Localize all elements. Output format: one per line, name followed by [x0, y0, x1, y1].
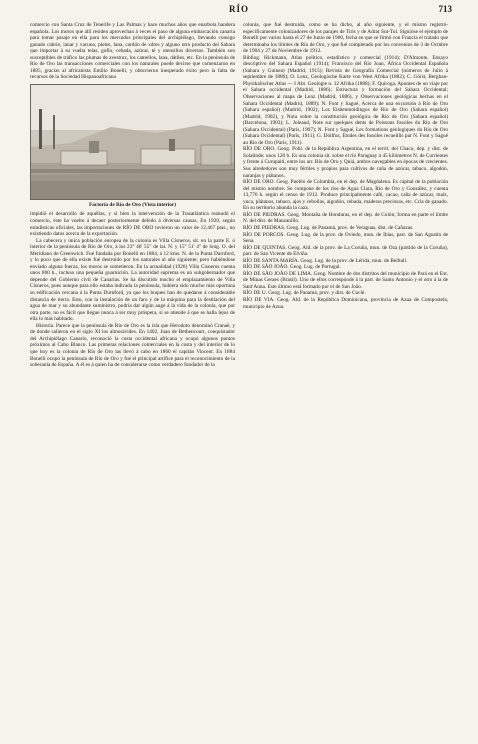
paragraph: impidió el desarrollo de aquéllas, y si bien la intervención de la Trasatlántica reanudó el comercio, éste ha vuelto á decaer posteriormente debido á diversas causas. En 1920, según estadísticas oficiales, las importaciones de RÍO DE ORO tuvieron un valor de 12,467 ptas., no existiendo datos acerca de la exportación.: [30, 211, 235, 238]
entry-paragraph: RÍO DE ORO. Geog. Pueblo de Colombia, en el dep. de Magdalena. Es capital de la población del mismo nombre. Se compone de los ríos de Agua Clara, Río de Oro y González, y cuenta 13,776 h. según el censo de 1912. Produce principalmente café, cacao, caña de azúcar, maíz, yuca, plátanos, tabaco, ajos y cebollas, algodón, cebada, maderas preciosas, etc. Cría de ganado. En su territorio abunda la caza.: [243, 179, 448, 212]
entry-paragraph: RÍO DE VIA. Geog. Ald. de la República Dominicana, provincia de Azua de Compostela, municipio de Azua.: [243, 296, 448, 310]
entry-paragraph: RÍO DE ORO. Geog. Pobl. de la República Argentina, en el territ. del Chaco, dep. y dist. de Solalinde; unos 120 h. Es una colonia sit. sobre el río Paraguay á 45 kilómetros N. de Corrientes y frente á Curupaití, entre los arr. Río de Oro y Quiá, ambos navegables en épocas de crecientes. Sus alrededores son muy fértiles y propios para cultivos de caña de azúcar, tabaco, algodón, naranjas y plátanos.: [243, 146, 448, 179]
running-head: RÍO: [228, 4, 249, 14]
photo-caption: Factoría de Río de Oro (Vista interior): [88, 201, 177, 208]
paragraph: La cabecera y única población europea de la colonia es Villa Cisneros, sit. en la parte E. ó interior de la península de Río de Oro, á los 23° 46' 55" de lat. N. y 15° 51' 4" de long. O. del Meridiano de Greenwich. Fué fundada por Bonelli en 1884, á 12 kms. N. de la Punta Durnford, y lo poco que de ella existe fué destruido por los naturales al año siguiente; pero habiéndose enviado alguna fuerza, los moros se sometieron. En la actualidad (1926) Villa Cisneros cuenta unos 800 h., incluso una pequeña guarnición. La autoridad suprema es un subgobernador que depende del Gobierno civil de Canarias. Se ha discutido mucho el emplazamiento de Villa Cisneros, pues aunque para ello estaba indicada la península, hubiera sido mucho más oportuna su edificación cercana á la Punta Durnford, ya que los buques han de quedarse á considerable distancia de tierra. Esto, con la instalación de un faro y de la máquina para la destilación del agua de mar y su abundante suministro, podría dar algún auge á la vida de la colonia, que por otra parte, no es fácil que llegue nunca á ser muy próspera, si se atiende á que se halla lejos de ella lo más habitado.: [30, 237, 235, 323]
bibliography-paragraph: Bibliog. Hickmann, Atlas político, estadístico y comercial (1914); D'Almonte, Ensayo descriptivo del Sahara Español (1914); Francisco del Río Joan, África Occidental Española (Sahara y Guinea) (Madrid, 1915); Revista de Geografía Comercial (números de Julio á septiembre de 1886); O. Lenz, Geologische Karte von West Afrika (1882); C. Görst, Bergbau-Physikalischer Atlas — I Abt. Geologie n. 12 Afrika (1888); F. Quiroga, Apuntes de un viaje por el Sahara occidental (Madrid, 1886); Estructura y formación del Sahara Occidental; Observaciones al mapa de Lenz (Madrid, 1886), y Observaciones geológicas hechas en el Sahara Occidental (Madrid, 1889); N. Font y Sagué, Acerca de una excursión á Río de Oro (Sahara español) (Madrid, 1902); Los Eisbenmoldingos de Río de Oro (Sahara español) (Madrid, 1902), y Nota sobre la constitución geológica de Río de Oro (Sahara español) (Barcelona, 1903); L. Joleaud, Note sur quelques dents de Poissons fossiles du Río de Oro (Sahara Occidental) (París, 1907); N. Font y Sagué, Les formations géologiques du Río de Oro (Sahara Occidental) (París, 1911); G. Dollfus, Études des fossiles recueillis par N. Font y Sagué au Río de Oro (París, 1911).: [243, 54, 448, 146]
factory-illustration: [31, 85, 235, 199]
page-number: 713: [438, 4, 452, 14]
right-column: [243, 22, 448, 310]
page-header: [26, 4, 452, 18]
entry-paragraph: RÍO DE PIEDRAS. Geog. Lug. de Panamá, prov. de Veraguas, dist. de Cañazas.: [243, 224, 414, 231]
entry-paragraph: RÍO DE PORCOS. Geog. Lug. de la prov. de Oviedo, mun. de Ibias, parr. de San Agustín de Sena.: [243, 231, 448, 245]
entry-paragraph: RÍO DE U. Geog. Lug. de Panamá, prov. y dist. de Coclé.: [243, 290, 366, 297]
entry-paragraph: RÍO DE PIEDRAS. Geog. Montaña de Honduras, en el dep. de Colón; forma en parte el límite N. del dist. de Manzanillo.: [243, 211, 448, 225]
factory-photo: [30, 84, 235, 200]
entry-paragraph: RÍO DE SANTA MARÍA. Geog. Lug. de la prov. de Lérida, mun. de Belltall.: [243, 257, 408, 264]
entry-paragraph: RÍO DE QUINTAS. Geog. Ald. de la prov. de La Coruña, mun. de Oza (partido de la Coruña), parr. de San Vicente de Elviña.: [243, 244, 448, 258]
entry-paragraph: RÍO DE SÃO JOÃO DE LIMA. Geog. Nombre de dos distritos del municipio de Pará en el Est. de Minas Geraes (Brasil). Uno de ellos corresponde á la parr. de Santo Antonio y el otro á la de Sant'Anna. Este último está formado por el de San João.: [243, 270, 448, 290]
paragraph: comercio con Santa Cruz de Tenerife y Las Palmas y hace muchos años que enarbola bandera española. Los moros que allí residen aprovechan á veces el paso de alguna embarcación canaria para tomar pasaje en ella para los mercados principales del archipiélago, llevando consigo ganado cabrío, lanar y vacuno, pieles, lana, cardón de xdres y alguno otro producto del Sahara que importar á su vuelta telas, gofio, cebada, azúcar, té y utensilios diversos. También son susceptibles de tráfico las plumas de avestruz, los camellos, lana, dátiles, etc. En la península de Río de Oro las transacciones comerciales con los naturales puede decirse que comenzaron en 1885, gracias al africanista Emilio Bonelli, y obtuvieron inesperado éxito pero la falta de recursos de la Sociedad Hispanoafricana: [30, 22, 235, 81]
entry-paragraph: RÍO DE SÃO JOÃO. Geog. Lug. de Portugal.: [243, 264, 341, 271]
left-column: [30, 22, 235, 369]
paragraph: Historia. Parece que la península de Río de Oro es la isla que Herodoto denominó Cranaë, y de donde salieron en el siglo XI los almorávides. En 1402, Juan de Bethencourt, conquistador del Archipiélago Canario, reconoció la costa occidental africana y ocupó algunos puntos próximos al Cabo Blanco. Las primeras relaciones comerciales en la costa y del interior de lo que hoy es la colonia de Río de Oro las llevó á cabo en 1860 el capitán Vincent. En 1884 Bonelli ocupó la península de Río de Oro y fué el principal artífice para el reconocimiento de la soberanía de España. A él es á quien ha de considerarse como verdadero fundador de la: [30, 322, 235, 369]
paragraph: colonia, que fué destruida, como se ha dicho, al año siguiente, y el mismo registró-específicamente colonizadores de los parajes de Tiris y de Adrar Sut-Tul. Siguióse el ejemplo de Bonelli por varios hasta el 27 de Junio de 1900, fecha en que se firmó con Francia el tratado que determinaba los límites de Río de Oro, y que fué completado por los convenios de 3 de Octubre de 1904 y 27 de Noviembre de 1912.: [243, 22, 448, 55]
